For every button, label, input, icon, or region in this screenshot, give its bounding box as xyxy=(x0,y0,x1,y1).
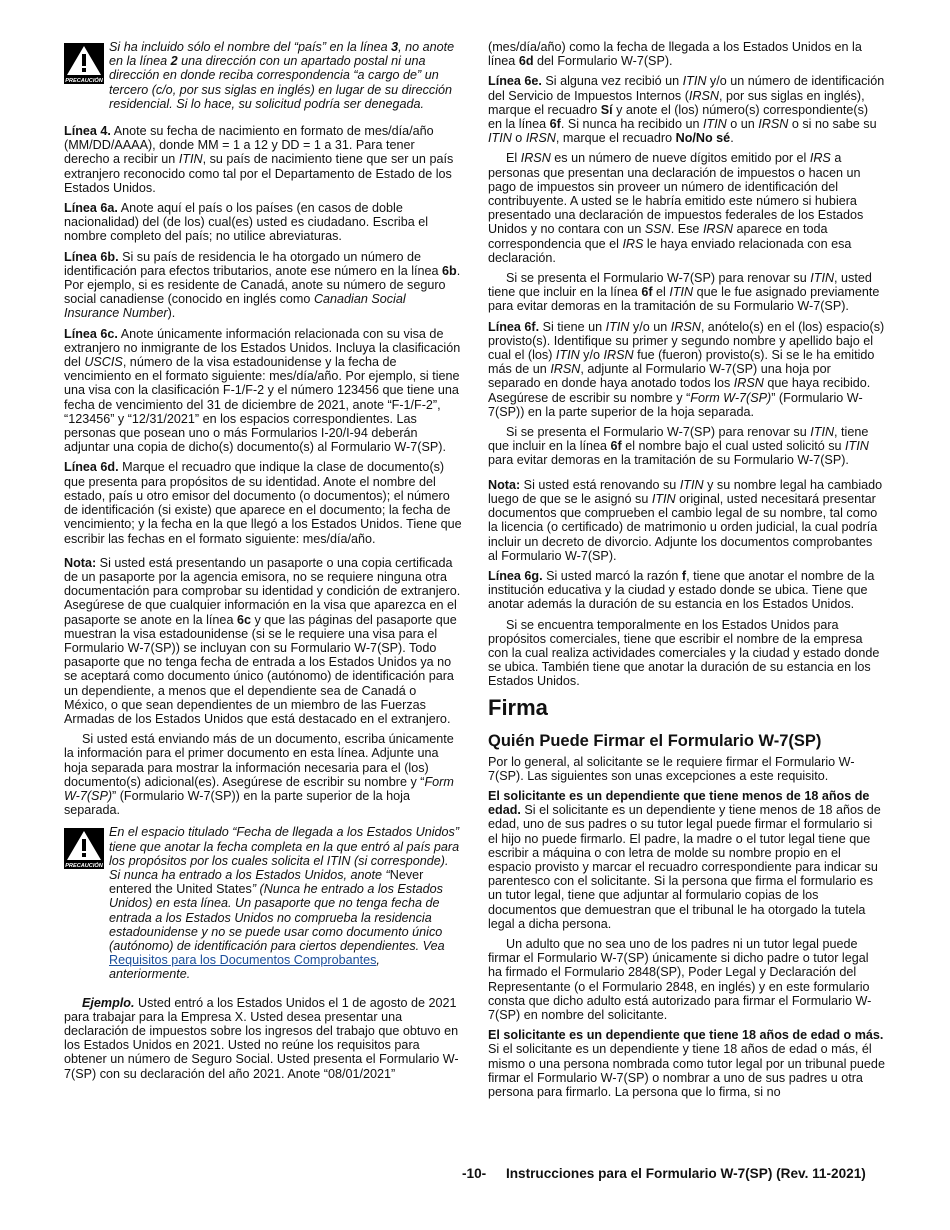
linea-6a-paragraph: Línea 6a. Anote aquí el país o los países (en casos de doble nacionalidad) del (de los) cual(es) usted es ciudadano. Escriba el nombre completo del país; no utilice abreviaturas. xyxy=(64,201,429,244)
caution-note-1: PRECAUCIÓN Si ha incluido sólo el nombre del “país” en la línea 3, no anote en la línea 2 una dirección con un apartado postal ni una dirección en donde reciba correspondencia “a cargo de” un tercero (c/o, por sus siglas en inglés) en lugar de su dirección residencial. Si lo hace, su solicitud podría ser denegada. xyxy=(65,40,455,111)
page-footer xyxy=(462,1167,866,1181)
caution-warning-icon xyxy=(64,43,104,84)
linea-4-paragraph: Línea 4. Anote su fecha de nacimiento en formato de mes/día/año (MM/DD/AAAA), donde MM = 1 a 12 y DD = 1 a 31. Para tener derecho a recibir un ITIN, su país de nacimiento tiene que ser un país extranjero reconocido como tal por el Departamento de Estado de los Estados Unidos. xyxy=(64,124,454,195)
nota-renovacion-paragraph: Nota: Si usted está renovando su ITIN y su nombre legal ha cambiado luego de que se le asignó su ITIN original, usted necesitará presentar documentos que comprueben el cambio legal de su nombre, tal como la licencia (o certificado) de matrimonio u orden judicial, la cual podría incluir un decreto de divorcio. Adjunte los documentos comprobantes al Formulario W-7(SP). xyxy=(488,477,883,563)
footer-title: Instrucciones para el Formulario W-7(SP) (Rev. 11-2021) xyxy=(505,1166,866,1181)
linea-6c-paragraph: Línea 6c. Anote únicamente información relacionada con su visa de extranjero no inmigrante de los Estados Unidos. Incluya la clasificación del USCIS, número de la visa estadounidense y la fecha de vencimiento en el formato siguiente: mes/día/año. Por ejemplo, si tiene una visa con la clasificación F-1/F-2 y el número 123456 que tiene una fecha de vencimiento del 31 de diciembre de 2021, anote “F-1/F-2”, “123456” y “12/31/2021” en los espacios correspondientes. Las personas que posean uno o más Formularios I-20/I-94 deberán adjuntar una copia de dicho(s) documento(s) al Formulario W-7(SP). xyxy=(64,326,461,455)
ejemplo-paragraph: Ejemplo. Usted entró a los Estados Unidos el 1 de agosto de 2021 para trabajar para la Empresa X. Usted desea presentar una declaración de impuestos sobre los ingresos del trabajo que obtuvo en los Estados Unidos en 2021. Usted no reúne los requisitos para obtener un número de Seguro Social. Usted presenta el Formulario W-7(SP) con su declaración del año 2021. Anote “08/01/2021” xyxy=(64,995,459,1081)
linea-6e-paragraph: Línea 6e. Si alguna vez recibió un ITIN y/o un número de identificación del Servicio de Impuestos Internos (IRSN, por sus siglas en inglés), marque el recuadro Sí y anote el (los) número(s) correspondiente(s) en la línea 6f. Si nunca ha recibido un ITIN o un IRSN o si no sabe su ITIN o IRSN, marque el recuadro No/No sé. xyxy=(488,74,885,146)
caution-label: PRECAUCIÓN xyxy=(65,863,103,870)
renovar-nombre-paragraph: Si se presenta el Formulario W-7(SP) para renovar su ITIN, tiene que incluir en la línea 6f el nombre bajo el cual usted solicitó su ITIN para evitar demoras en la tramitación de su Formulario W-7(SP). xyxy=(488,425,869,468)
requisitos-link[interactable]: Requisitos para los Documentos Comprobantes xyxy=(109,953,377,968)
quien-puede-firmar-heading: Quién Puede Firmar el Formulario W-7(SP) xyxy=(488,731,822,750)
linea-6b-paragraph: Línea 6b. Si su país de residencia le ha otorgado un número de identificación para efectos tributarios, anote ese número en la línea 6b. Por ejemplo, si es residente de Canadá, anote su número de seguro social canadiense (conocido en inglés como Canadian Social Insurance Number). xyxy=(64,249,461,321)
linea-6g-paragraph: Línea 6g. Si usted marcó la razón f, tiene que anotar el nombre de la institución educativa y la ciudad y estado donde se ubica. Tiene que anotar además la duración de su estancia en los Estados Unidos. xyxy=(488,568,875,612)
adulto-paragraph: Un adulto que no sea uno de los padres ni un tutor legal puede firmar el Formulario W-7(SP) únicamente si dicho padre o tutor legal ha firmado el Formulario 2848(SP), Poder Legal y Declaración del Representante (o el Formulario 2848, en inglés) y en este formulario consta que dicho adulto está autorizado para firmar el Formulario W-7(SP) en nombre del solicitante. xyxy=(488,936,872,1022)
general-paragraph: Por lo general, al solicitante se le requiere firmar el Formulario W-7(SP). Las siguientes son unas excepciones a este requisito. xyxy=(488,754,855,783)
left-column xyxy=(64,40,462,1087)
page-number: -10- xyxy=(462,1166,487,1181)
linea-6d-paragraph: Línea 6d. Marque el recuadro que indique la clase de documento(s) que presenta para propósitos de su identidad. Anote el nombre del estado, país u otro emisor del documento (o documentos); el número de identificación (si existe) que aparece en el documento; la fecha de vencimiento; y la fecha en la que llegó a los Estados Unidos. Tiene que escribir las fechas en el formato siguiente: mes/día/año. xyxy=(64,460,462,546)
caution-warning-icon xyxy=(64,828,104,869)
caution-label: PRECAUCIÓN xyxy=(65,78,103,84)
firma-heading: Firma xyxy=(488,694,548,720)
linea-6f-paragraph: Línea 6f. Si tiene un ITIN y/o un IRSN, anótelo(s) en el (los) espacio(s) provisto(s). Identifique su primer y segundo nombre y apellido bajo el cual el (los) ITIN y/o IRSN fue (fueron) provisto(s). Si se le ha emitido más de un IRSN, adjunte al Formulario W-7(SP) una hoja por separado en donde haya anotado todos los IRSN que haya recibido. Asegúrese de escribir su nombre y “Form W-7(SP)” (Formulario W-7(SP)) en la parte superior de la hoja separada. xyxy=(488,319,885,419)
menor-18-paragraph: El solicitante es un dependiente que tiene menos de 18 años de edad. Si el solicitante es un dependiente y tiene menos de 18 años de edad, uno de sus padres o su tutor legal puede firmar el formulario si el hijo no puede firmarlo. El padre, la madre o el tutor legal tiene que escribir a máquina o con letra de molde su nombre propio en el espacio provisto y marcar el recuadro correspondiente para indicar su parentesco con el solicitante. Si la persona que firma el formulario es un tutor legal, tiene que adjuntar al formulario copias de los documentos que demuestran que el tribunal le ha otorgado la tutela legal a dicha persona. xyxy=(488,788,881,931)
renovar-itin-paragraph: Si se presenta el Formulario W-7(SP) para renovar su ITIN, usted tiene que incluir en la línea 6f el ITIN que le fue asignado previamente para evitar demoras en la tramitación de su Formulario W-7(SP). xyxy=(488,271,880,314)
continuation-paragraph: (mes/día/año) como la fecha de llegada a los Estados Unidos en la línea 6d del Formulario W-7(SP). xyxy=(488,40,862,69)
irsn-paragraph: El IRSN es un número de nueve dígitos emitido por el IRS a personas que presentan una declaración de impuestos o hacen un pago de impuestos sin proveer un número de identificación del contribuyente. A usted se le habría emitido este número si hubiera presentado una declaración de impuestos federales de los Estados Unidos y no contara con un SSN. Ese IRSN aparece en toda correspondencia que el IRS le haya enviado relacionada con esa declaración. xyxy=(488,151,864,265)
mas-documentos-paragraph: Si usted está enviando más de un documento, escriba únicamente la información para el primer documento en esta línea. Adjunte una hoja separada para mostrar la información necesaria para el (los) documento(s) adicional(es). Asegúrese de escribir su nombre y “Form W-7(SP)” (Formulario W-7(SP)) en la parte superior de la hoja separada. xyxy=(64,732,454,818)
nota-pasaporte-paragraph: Nota: Si usted está presentando un pasaporte o una copia certificada de un pasaporte por la agencia emisora, no se requiere ninguna otra documentación para comprobar su identidad y condición de extranjero. Asegúrese de que cualquier información en la visa que aparezca en el pasaporte se anote en la línea 6c y que las páginas del pasaporte que muestran la visa estadounidense (si se le requiere una visa para el Formulario W-7(SP)) se incluyan con su Formulario W-7(SP). Todo pasaporte que no tenga fecha de entrada a los Estados Unidos ya no se aceptará como documento único (autónomo) de identificación para un dependiente, a menos que el dependiente sea de Canadá o México, o que sean dependientes de un miembro de las Fuerzas Armadas de los Estados Unidos que está destacado en el extranjero. xyxy=(64,555,461,726)
right-column xyxy=(488,40,885,1105)
mayor-18-paragraph: El solicitante es un dependiente que tiene 18 años de edad o más. Si el solicitante es un dependiente y tiene 18 años de edad o más, él mismo o una persona nombrada como tutor legal por un tribunal puede firmar el Formulario W-7(SP) o nombrar a uno de sus padres u otra persona para firmarlo. La persona que lo firma, si no xyxy=(488,1028,885,1099)
caution-note-2: PRECAUCIÓN En el espacio titulado “Fecha de llegada a los Estados Unidos” tiene que anotar la fecha completa en la que entró al país para los propósitos por los cuales solicita el ITIN (si corresponde). Si nunca ha entrado a los Estados Unidos, anote “Never entered the United States” (Nunca he entrado a los Estados Unidos) en esta línea. Un pasaporte que no tenga fecha de entrada a los Estados Unidos no comprueba la residencia estadounidense y no se puede usar como documento único (autónomo) de identificación para ciertos dependientes. Vea Requisitos para los Documentos Comprobantes, anteriormente. xyxy=(65,825,460,982)
temporal-paragraph: Si se encuentra temporalmente en los Estados Unidos para propósitos comerciales, tiene que escribir el nombre de la empresa con la cual realiza actividades comerciales y la ciudad y estado donde se ubica. También tiene que anotar la duración de su estancia en los Estados Unidos. xyxy=(488,617,880,689)
